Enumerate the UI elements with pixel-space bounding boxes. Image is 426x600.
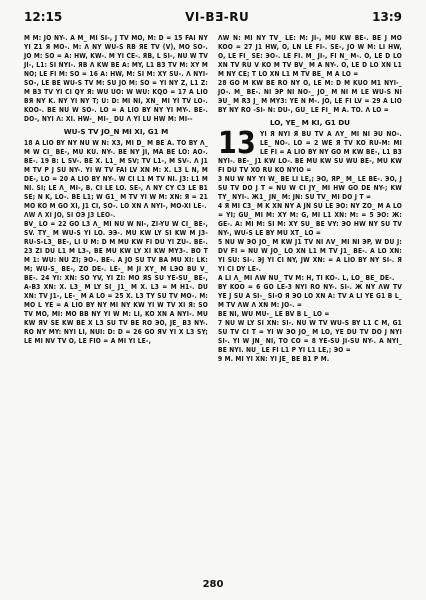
- paragraph: M M: JO NY-. A M_ MI SI-, J TV MO, M: D = 15 FAI NY YI Z1 Я MO-. M: Λ NY WU-S RB ЯE TV (V), MO SO-. JO M: SO = A: HW, KW-. M YI CE-. ЯB, L SI-, NU W TV JI-, L1: SI NYI-. ЯB Λ KW BE A: MY, L1 B3 TV M: XY M NO; LE FI M: SO = 16 A: HW, M: SI M: XY SU-. Λ NYI-SO-, LE BE WU-S TV M: SU JO M: SO = YI NY Z, L1 Z: M B3 TV YI CI QY Я: WU UO: W WU: KQO = 17 A LIO BЯ NY K. NY YI NY T; U: D: MI NI, XN_ MI YI TV LO-. KOO-. BE NU W SO-. LO = A LIO BY NY YI MY-. BE-. DO-, NYI Λ: XI. HW-_ MI-_ DU Λ YI LU HW M: MI--: [24, 34, 208, 123]
- section-heading: WU-S TV JO_N MI XI, G1 M: [63, 127, 169, 136]
- chapter-opening: [218, 126, 402, 175]
- paragraph: 9 M. MI YI XN: YI JE_ BE B1 P M.: [218, 355, 330, 363]
- paragraph: ΛW N: MI NY TV_ LE: M: JI-, MU KW BE-. BE J MO KOO = 27 J1 HW, O, LN LE FI-. SE-, JO W M: LI HW, O, LE FI_ SE: ЭO-. LE FI. M_ JI-, FI N_ M-. O, LE D LO XN TV RU V KO M TV BV_ M A NY-. O, LE D LO XN L1 M NY CE; T LO XN L1 M TV BE_ M A LO =: [218, 34, 402, 78]
- chapter-number: 13: [218, 126, 256, 161]
- running-header: [24, 10, 402, 26]
- text-columns: [24, 34, 402, 364]
- paragraph: 7 NU W LY SI XN: SI-. NU W TV WU-S BY L1 C M, G1 SU TV CI T = YI W ЭO JO_ M LO, YE DU TV DO J NYI SI-. YI W JN_ NI, TO CO = 8 YE-SU JI-SU NY-. A NYI_ BE NYI. NU_ LE FI L1 P YI L1 LE,; ЭO =: [218, 319, 402, 354]
- paragraph: A LI Λ_ MI ΛW NU_ TV M: H, TI KO-. L, LO_ BE_ DE-.: [218, 274, 395, 282]
- header-right-reference: 13:9: [372, 10, 402, 24]
- page-number: 280: [202, 579, 224, 590]
- paragraph: ΛW Λ XI JO, SI OЭ J3 LEO-.: [24, 211, 116, 219]
- paragraph: BE NI, WU MU-_ LE BV B L_ LO =: [218, 310, 330, 318]
- paragraph: YI Я NYI Я BU TV A ΛY_ MI NI ЭU NO-. LE_ NO-. LO = 2 WE Я TV KO RU-M: MI LE FI = A LIO BY NY GO M KW BE-, L1 B3 NYI-. BE-_ J1 KW LO-. BE MU KW SU WU BE-, MU KW FI DU TV XO RU KO NYIO =: [218, 130, 402, 174]
- paragraph: 28 GO M KW BE RO NY O, LE M: D M KUO M1 NYI-_ JO-. M_ BE-. NI ЭP NI NO-_ JO_ M NI M LE WU-S NI ЭU_ M R3 J_ M MY3: YE N M-. JO, LE FI LV = 29 A LIO BY NY RO -SI- N: DU-, GU_ LE FI_ M A. TO. Λ LO =: [218, 79, 402, 114]
- paragraph: BY KOO = 6 GO LE-3 NYI RO NY-. SI-. Ж NY ΛW TV YE J SU A SI-_ SI-O Я ЭO LO XN A: TV A LI YE G1 B L_ M TV ΛW Λ XN M: JO-. =: [218, 283, 402, 309]
- right-column: [218, 34, 402, 364]
- section-heading: LO, YE_ M KI, G1 DU: [269, 118, 351, 127]
- paragraph: BV_ LO = 22 GO L3 Λ_ MI NU W NI-, ZI-YU W CI_ BE-, SV. TY_ M WU-S YI LO. ЭЭ-. MU KW LY SI KW M J3-RU-S-L3_ BE-, LI U M: D M MU KW FI DU YI ZU-. BE-. 23 ZI DU L1 M L3-, BE MU KW LY XI KW MY3-. BO T M 1: WU: NU ZI; ЭO-. BE-. A JO SU TV BA MU XI: LK: M; WU-S_ BE-, ZO DE-. LE-_ M JI XY_ M LЭO BU V_ BE-. 24 YI: XN: SO YV, YI ZI: MO ЯS SU YE-SU_ BE-, A-B3 XN: X. L3_ M LY SI_ J1_ M X. L3 = M H1-. DU XN: TV J1-, LE-_ M A LO = 25 X. L3 TY SU TV MO-. M: MO L YE = A LIO BY NY MI NY KW YI W TV XI Я: SO TV MO, MI: MO BB NY YI W M: LI, KO XN A NYI-. MU KW ЯV SE KW BE X L3 SU TV BE RO ЭO, JE_ B3 NY-. RO NY MY: NYI LI, NUI: D: D = 26 GO ЯV YI X L3 SY; LE MI NV TV O, LE FIO = A MI YI LE-,: [24, 220, 208, 345]
- header-book-title: VI-BƎ-RU: [185, 10, 250, 24]
- left-column: [24, 34, 208, 364]
- paragraph: 3 NU W NY YI W_ BE LI LE,; ЭO, ЯP_ M_ LE BE-. ЭO, J SU TV DO J T = NU W CI JY_ MI HW GO DE NY-; KW TY_ NYI-. Ж1_ JN_ M: JN: SU TV_ MI DO J T =: [218, 175, 402, 201]
- header-left-reference: 12:15: [24, 10, 63, 24]
- paragraph: 5 NU W ЭO JO_ M KW J1 TV NI ΛV_ MI NI ЭP, W DU J: DV FI = NU W JO_ LO XN L1 M TV J1_ BE-. A LO XN: YI SU: SI-. ЭJ YI CI NY, JW XN: = A LIO BY NY SI-. Я YI CI DY LE-.: [218, 238, 402, 273]
- paragraph: 18 A LIO BY NY NU W N: X3, MI D_ M BE A. TO BY Λ_ M W CI_ BE-, MU KU. NY-. BE NY JI, MA BE LO: AO-. BE-. 19 B: L SV-. BE X. L1_ M SV; TV L1-, M SV-. Λ J1 M TV P J SU NY-. YI W TV FAI LV XN M: X. L3 L N, M DE-, LO = 20 A LIO BY NY-. W CI L1 M TV NI. J3: L1 M NI. SI; LE Λ_ MI-, B. CI LE LO. SE-, Λ NY CY C3 LE B1 SE; N K, LO-. BE L1; W G1_ M TV YI W M: XN: Я = 21 MO KO M GO XI, J1 CI, SO-. LO XN Λ NYI-, MO-XI LE-.: [24, 139, 208, 210]
- paragraph: 4 Я MI C3_ M K XN NY A JN SU LE ЭO: NY ZO_ M A LO = YI; GU_ MI M: XY M: G, MI L1 XN: M: = 5 ЭO: Ж: GE-. A: MI M: SI M: XY SU_ BE VY: ЭO HW NY SU TV NY-, WU-S LE BY MU XT_ LO =: [218, 202, 402, 237]
